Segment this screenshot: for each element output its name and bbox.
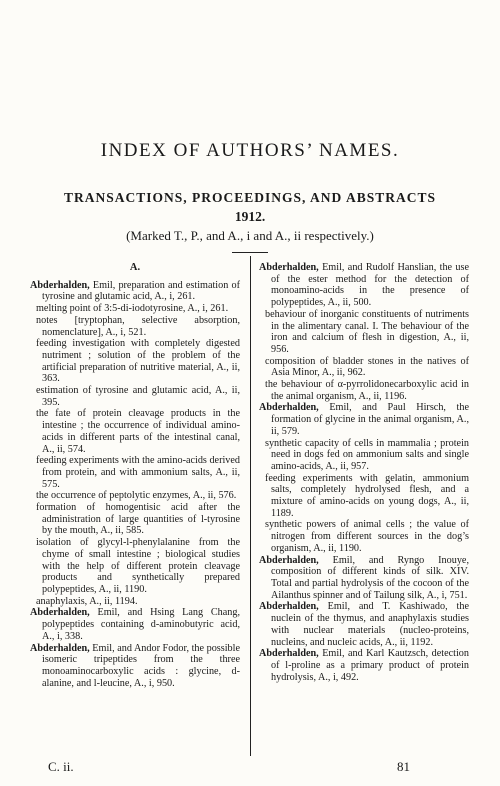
index-entry — [259, 402, 469, 437]
entry-text: Emil, and Karl Kautzsch, detection of l-proline as a primary product of protein hydrolysis, A., i, 492. — [271, 648, 469, 683]
author-name: Abderhalden, — [259, 648, 319, 660]
author-name: Abderhalden, — [30, 642, 90, 654]
section-year: 1912. — [234, 209, 266, 224]
index-subentry: melting point of 3:5-di-iodotyrosine, A., i, 261. — [36, 303, 229, 315]
author-name: Abderhalden, — [259, 402, 319, 414]
entry-text: Emil, and Andor Fodor, the possible isomeric tripeptides from the three monoaminocarboxylic acids : glycine, d-alanine, and l-leucine, A., i, 950. — [42, 642, 240, 689]
page-number: 81 — [397, 759, 410, 774]
author-name: Abderhalden, — [259, 601, 319, 613]
page-title: INDEX OF AUTHORS’ NAMES. — [100, 140, 400, 161]
index-entry — [259, 601, 469, 648]
column-divider — [250, 256, 251, 756]
index-subentry: the fate of protein cleavage products in the intestine ; the occurrence of individual amino-acids in different parts of the intestinal canal, A., ii, 574. — [36, 408, 240, 455]
index-entry — [259, 648, 469, 683]
index-subentry: notes [tryptophan, selective absorption, nomenclature], A., i, 521. — [36, 314, 240, 338]
author-name: Abderhalden, — [30, 279, 90, 291]
index-subentry: feeding experiments with gelatin, ammonium salts, completely hydrolysed flesh, and a mixture of amino-acids on young dogs, A., ii, 1189. — [265, 472, 469, 519]
signature-mark: C. ii. — [48, 759, 74, 774]
index-subentry: synthetic powers of animal cells ; the value of nitrogen from different sources in the dog’s organism, A., ii, 1190. — [265, 519, 469, 554]
author-name: Abderhalden, — [259, 554, 319, 566]
index-entry — [259, 555, 469, 602]
index-subentry: composition of bladder stones in the natives of Asia Minor, A., ii, 962. — [265, 355, 469, 379]
entry-text: Emil, preparation and estimation of tyrosine and glutamic acid, A., i, 261. — [42, 279, 240, 303]
author-name: Abderhalden, — [30, 607, 90, 619]
entry-text: Emil, and Rudolf Hanslian, the use of the ester method for the detection of monoamino-acids in the presence of polypeptides, A., ii, 500. — [271, 262, 469, 309]
entry-text: Emil, and T. Kashiwado, the nuclein of the thymus, and anaphylaxis studies with nuclear materials (nucleo-proteins, nucleins, and nucleic acids, A., ii, 1192. — [271, 601, 469, 648]
section-subtitle: TRANSACTIONS, PROCEEDINGS, AND ABSTRACTS — [64, 190, 436, 205]
section-note: (Marked T., P., and A., i and A., ii respectively.) — [126, 228, 374, 243]
entry-text: Emil, and Ryngo Inouye, composition of different kinds of silk. XIV. Total and partial hydrolysis of the cocoon of the Ailanthus spinner and of Tailung silk, A., i, 751. — [271, 554, 469, 601]
index-entry — [30, 280, 240, 303]
index-entry — [30, 643, 240, 690]
index-subentry: feeding experiments with the amino-acids derived from protein, and with ammonium salts, A., ii, 575. — [36, 455, 240, 490]
index-subentry: formation of homogentisic acid after the administration of large quantities of l-tyrosine by the mouth, A., ii, 585. — [36, 502, 240, 537]
index-subentry: the behaviour of α-pyrrolidonecarboxylic acid in the animal organism, A., ii, 1196. — [265, 379, 469, 402]
right-column — [259, 262, 469, 683]
index-subentry: the occurrence of peptolytic enzymes, A., ii, 576. — [36, 490, 237, 502]
index-entry — [259, 262, 469, 309]
entry-text: Emil, and Hsing Lang Chang, polypeptides containing d-aminobutyric acid, A., i, 338. — [42, 607, 240, 642]
index-letter: A. — [129, 262, 141, 273]
index-entry — [30, 607, 240, 642]
index-subentry: isolation of glycyl-l-phenylalanine from the chyme of small intestine ; biological studies with the help of different protein cleavage products and synthetically prepared polypeptides, A., ii, 1190. — [36, 537, 240, 595]
index-subentry: synthetic capacity of cells in mammalia ; protein need in dogs fed on ammonium salts and single amino-acids, A., ii, 957. — [265, 437, 469, 472]
index-subentry: feeding investigation with completely digested nutriment ; solution of the problem of the artificial preparation of nutritive material, A., ii, 363. — [36, 338, 240, 385]
left-column — [30, 262, 240, 689]
title-rule — [232, 252, 268, 253]
index-subentry: estimation of tyrosine and glutamic acid, A., ii, 395. — [36, 385, 240, 408]
index-subentry: anaphylaxis, A., ii, 1194. — [36, 595, 138, 607]
entry-text: Emil, and Paul Hirsch, the formation of glycine in the animal organism, A., ii, 579. — [271, 402, 469, 437]
index-subentry: behaviour of inorganic constituents of nutriments in the alimentary canal. I. The behaviour of the iron and calcium of flesh in digestion, A., ii, 956. — [265, 308, 469, 355]
author-name: Abderhalden, — [259, 262, 319, 273]
